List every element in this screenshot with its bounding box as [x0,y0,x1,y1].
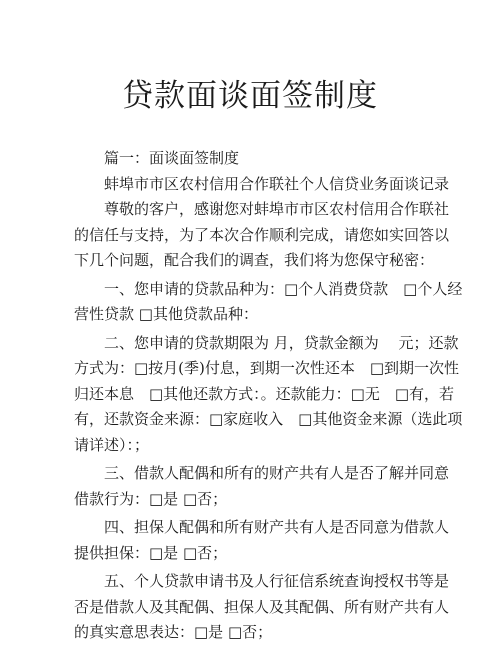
question-line: 有，还款资金来源：□家庭收入 □其他资金来源（选此项 [74,410,463,428]
question-line: 一、您申请的贷款品种为：□个人消费贷款 □个人经 [104,279,463,298]
paragraph-line: 下几个问题，配合我们的调查，我们将为您保守秘密： [74,251,435,269]
document-body [74,146,463,646]
section-heading: 篇一：面谈面签制度 [104,149,240,167]
question-line: 二、您申请的贷款期限为 月，贷款金额为 元；还款 [104,333,459,352]
question-line: 方式为：□按月(季)付息，到期一次性还本 □到期一次性 [74,359,460,377]
paragraph-line: 的信任与支持，为了本次合作顺利完成，请您如实回答以 [74,225,450,244]
question-line: 营性贷款 □其他贷款品种： [74,305,258,323]
record-title: 蚌埠市市区农村信用合作联社个人信贷业务面谈记录 [104,174,450,193]
document-title: 贷款面谈面签制度 [122,78,378,114]
question-line: 借款行为：□是 □否； [74,489,228,508]
question-line: 的真实意思表达：□是 □否； [74,623,273,641]
question-line: 三、借款人配偶和所有的财产共有人是否了解并同意 [104,464,450,482]
question-line: 五、个人贷款申请书及人行征信系统查询授权书等是 [104,572,450,590]
question-line: 归还本息 □其他还款方式：。还款能力：□无 □有，若 [74,384,455,403]
question-line: 提供担保：□是 □否； [74,543,228,562]
greeting-line: 尊敬的客户，感谢您对蚌埠市市区农村信用合作联社 [104,200,450,218]
question-line: 否是借款人及其配偶、担保人及其配偶、所有财产共有人 [74,597,450,616]
question-line: 请详述）：； [74,435,150,454]
question-line: 四、担保人配偶和所有财产共有人是否同意为借款人 [104,518,450,536]
